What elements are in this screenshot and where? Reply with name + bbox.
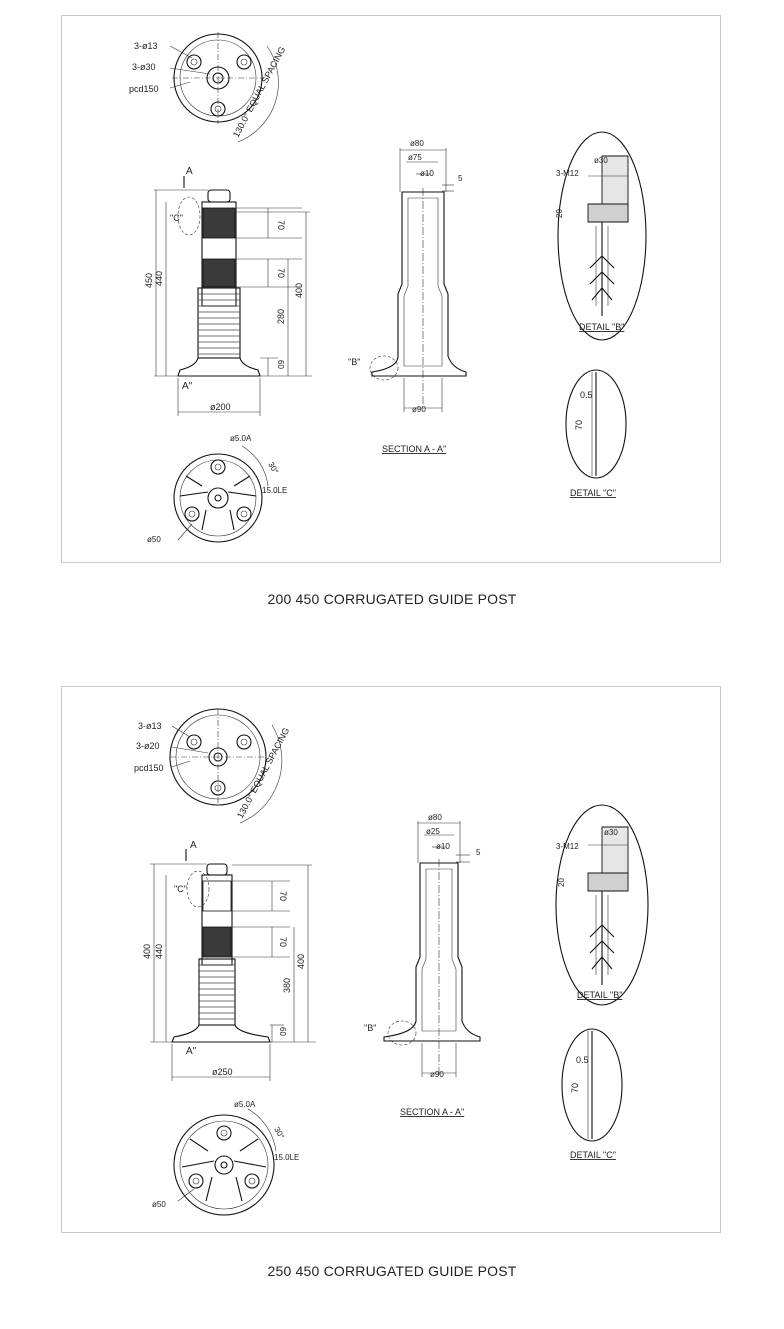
detail-c-length: 70	[574, 419, 584, 430]
top-pcd-label: pcd150	[134, 763, 164, 773]
side-view	[144, 166, 312, 416]
top-counterbore-label: 3-ø30	[132, 62, 156, 72]
section-title: SECTION A - A"	[382, 444, 447, 454]
detail-c-thickness: 0.5	[576, 1055, 589, 1065]
bottom-d50-label: ø50	[152, 1200, 166, 1209]
section-d80: ø80	[428, 813, 442, 822]
dim-band1: 70	[278, 891, 288, 902]
technical-drawing-2	[62, 687, 720, 1232]
section-mark-a2: A"	[186, 1046, 197, 1057]
detail-b-height: 20	[555, 209, 564, 218]
dim-inner-height: 440	[154, 943, 164, 959]
section-five: 5	[476, 848, 481, 857]
detail-b-d30: ø30	[604, 828, 618, 837]
dim-inner-height: 440	[154, 270, 164, 286]
drawing-sheet-1	[61, 15, 721, 563]
section-detail-b-marker: "B"	[348, 357, 361, 367]
top-pcd-label: pcd150	[129, 84, 159, 94]
detail-b-d30: ø30	[594, 156, 608, 165]
detail-c-length: 70	[570, 1082, 580, 1093]
section-d10: ø10	[436, 842, 450, 851]
dim-base-dia: ø200	[210, 402, 231, 412]
drawing-caption-2: 250 450 CORRUGATED GUIDE POST	[267, 1263, 517, 1279]
section-d10: ø10	[420, 169, 434, 178]
drawing-caption-1: 200 450 CORRUGATED GUIDE POST	[267, 591, 517, 607]
section-mark-a: A	[186, 166, 193, 177]
dim-base-dia: ø250	[212, 1067, 233, 1077]
side-view	[142, 840, 316, 1081]
dim-280: 380	[282, 977, 292, 993]
detail-b-title: DETAIL "B"	[577, 990, 623, 1000]
section-mark-a2: A"	[182, 381, 193, 392]
section-detail-b-marker: "B"	[364, 1023, 377, 1033]
bottom-view	[152, 1100, 299, 1215]
section-d75: ø75	[408, 153, 422, 162]
section-a-a	[364, 813, 481, 1117]
bottom-angle-label: 30°	[272, 1125, 287, 1141]
detail-b-view	[556, 805, 648, 1005]
bottom-length-label: 15.0LE	[274, 1153, 300, 1162]
section-d75: ø25	[426, 827, 440, 836]
detail-b-title: DETAIL "B"	[579, 322, 625, 332]
bottom-view	[147, 434, 287, 544]
dim-total-height: 400	[142, 943, 152, 959]
top-spacing-label: 130.0° EQUAL SPACING	[234, 725, 292, 820]
top-spacing-label: 130.0° EQUAL SPACING	[230, 44, 288, 139]
detail-b-view	[555, 132, 646, 340]
detail-c-marker: "C"	[174, 884, 187, 894]
bottom-dia-label: ø5.0A	[230, 434, 252, 443]
dim-band2: 70	[276, 268, 286, 279]
bottom-length-label: 15.0LE	[262, 486, 288, 495]
detail-c-view	[566, 370, 626, 498]
top-hole-label: 3-ø13	[134, 41, 158, 51]
dim-280: 280	[276, 308, 286, 324]
dim-band1: 70	[276, 220, 286, 231]
bottom-d50-label: ø50	[147, 535, 161, 544]
bottom-dia-label: ø5.0A	[234, 1100, 256, 1109]
drawing-sheet-2	[61, 686, 721, 1233]
detail-c-title: DETAIL "C"	[570, 488, 616, 498]
technical-drawing-1	[62, 16, 720, 562]
section-five: 5	[458, 174, 463, 183]
top-counterbore-label: 3-ø20	[136, 741, 160, 751]
detail-b-m12: 3-M12	[556, 842, 579, 851]
dim-band2: 70	[278, 937, 288, 948]
section-a-a	[348, 139, 466, 454]
dim-base-height: 60	[276, 360, 285, 369]
bottom-angle-label: 30°	[266, 460, 281, 476]
detail-b-m12: 3-M12	[556, 169, 579, 178]
top-hole-label: 3-ø13	[138, 721, 162, 731]
section-d80: ø80	[410, 139, 424, 148]
section-d90: ø90	[412, 405, 426, 414]
dim-400: 400	[294, 282, 304, 298]
detail-c-view	[562, 1029, 622, 1160]
detail-b-height: 20	[557, 878, 566, 887]
section-d90: ø90	[430, 1070, 444, 1079]
top-view	[134, 709, 291, 823]
top-view	[129, 32, 287, 142]
detail-c-thickness: 0.5	[580, 390, 593, 400]
detail-c-marker: "C"	[170, 213, 183, 223]
detail-c-title: DETAIL "C"	[570, 1150, 616, 1160]
dim-400: 400	[296, 953, 306, 969]
section-title: SECTION A - A"	[400, 1107, 465, 1117]
dim-base-height: 60	[278, 1027, 287, 1036]
section-mark-a: A	[190, 840, 197, 851]
dim-total-height: 450	[144, 272, 154, 288]
